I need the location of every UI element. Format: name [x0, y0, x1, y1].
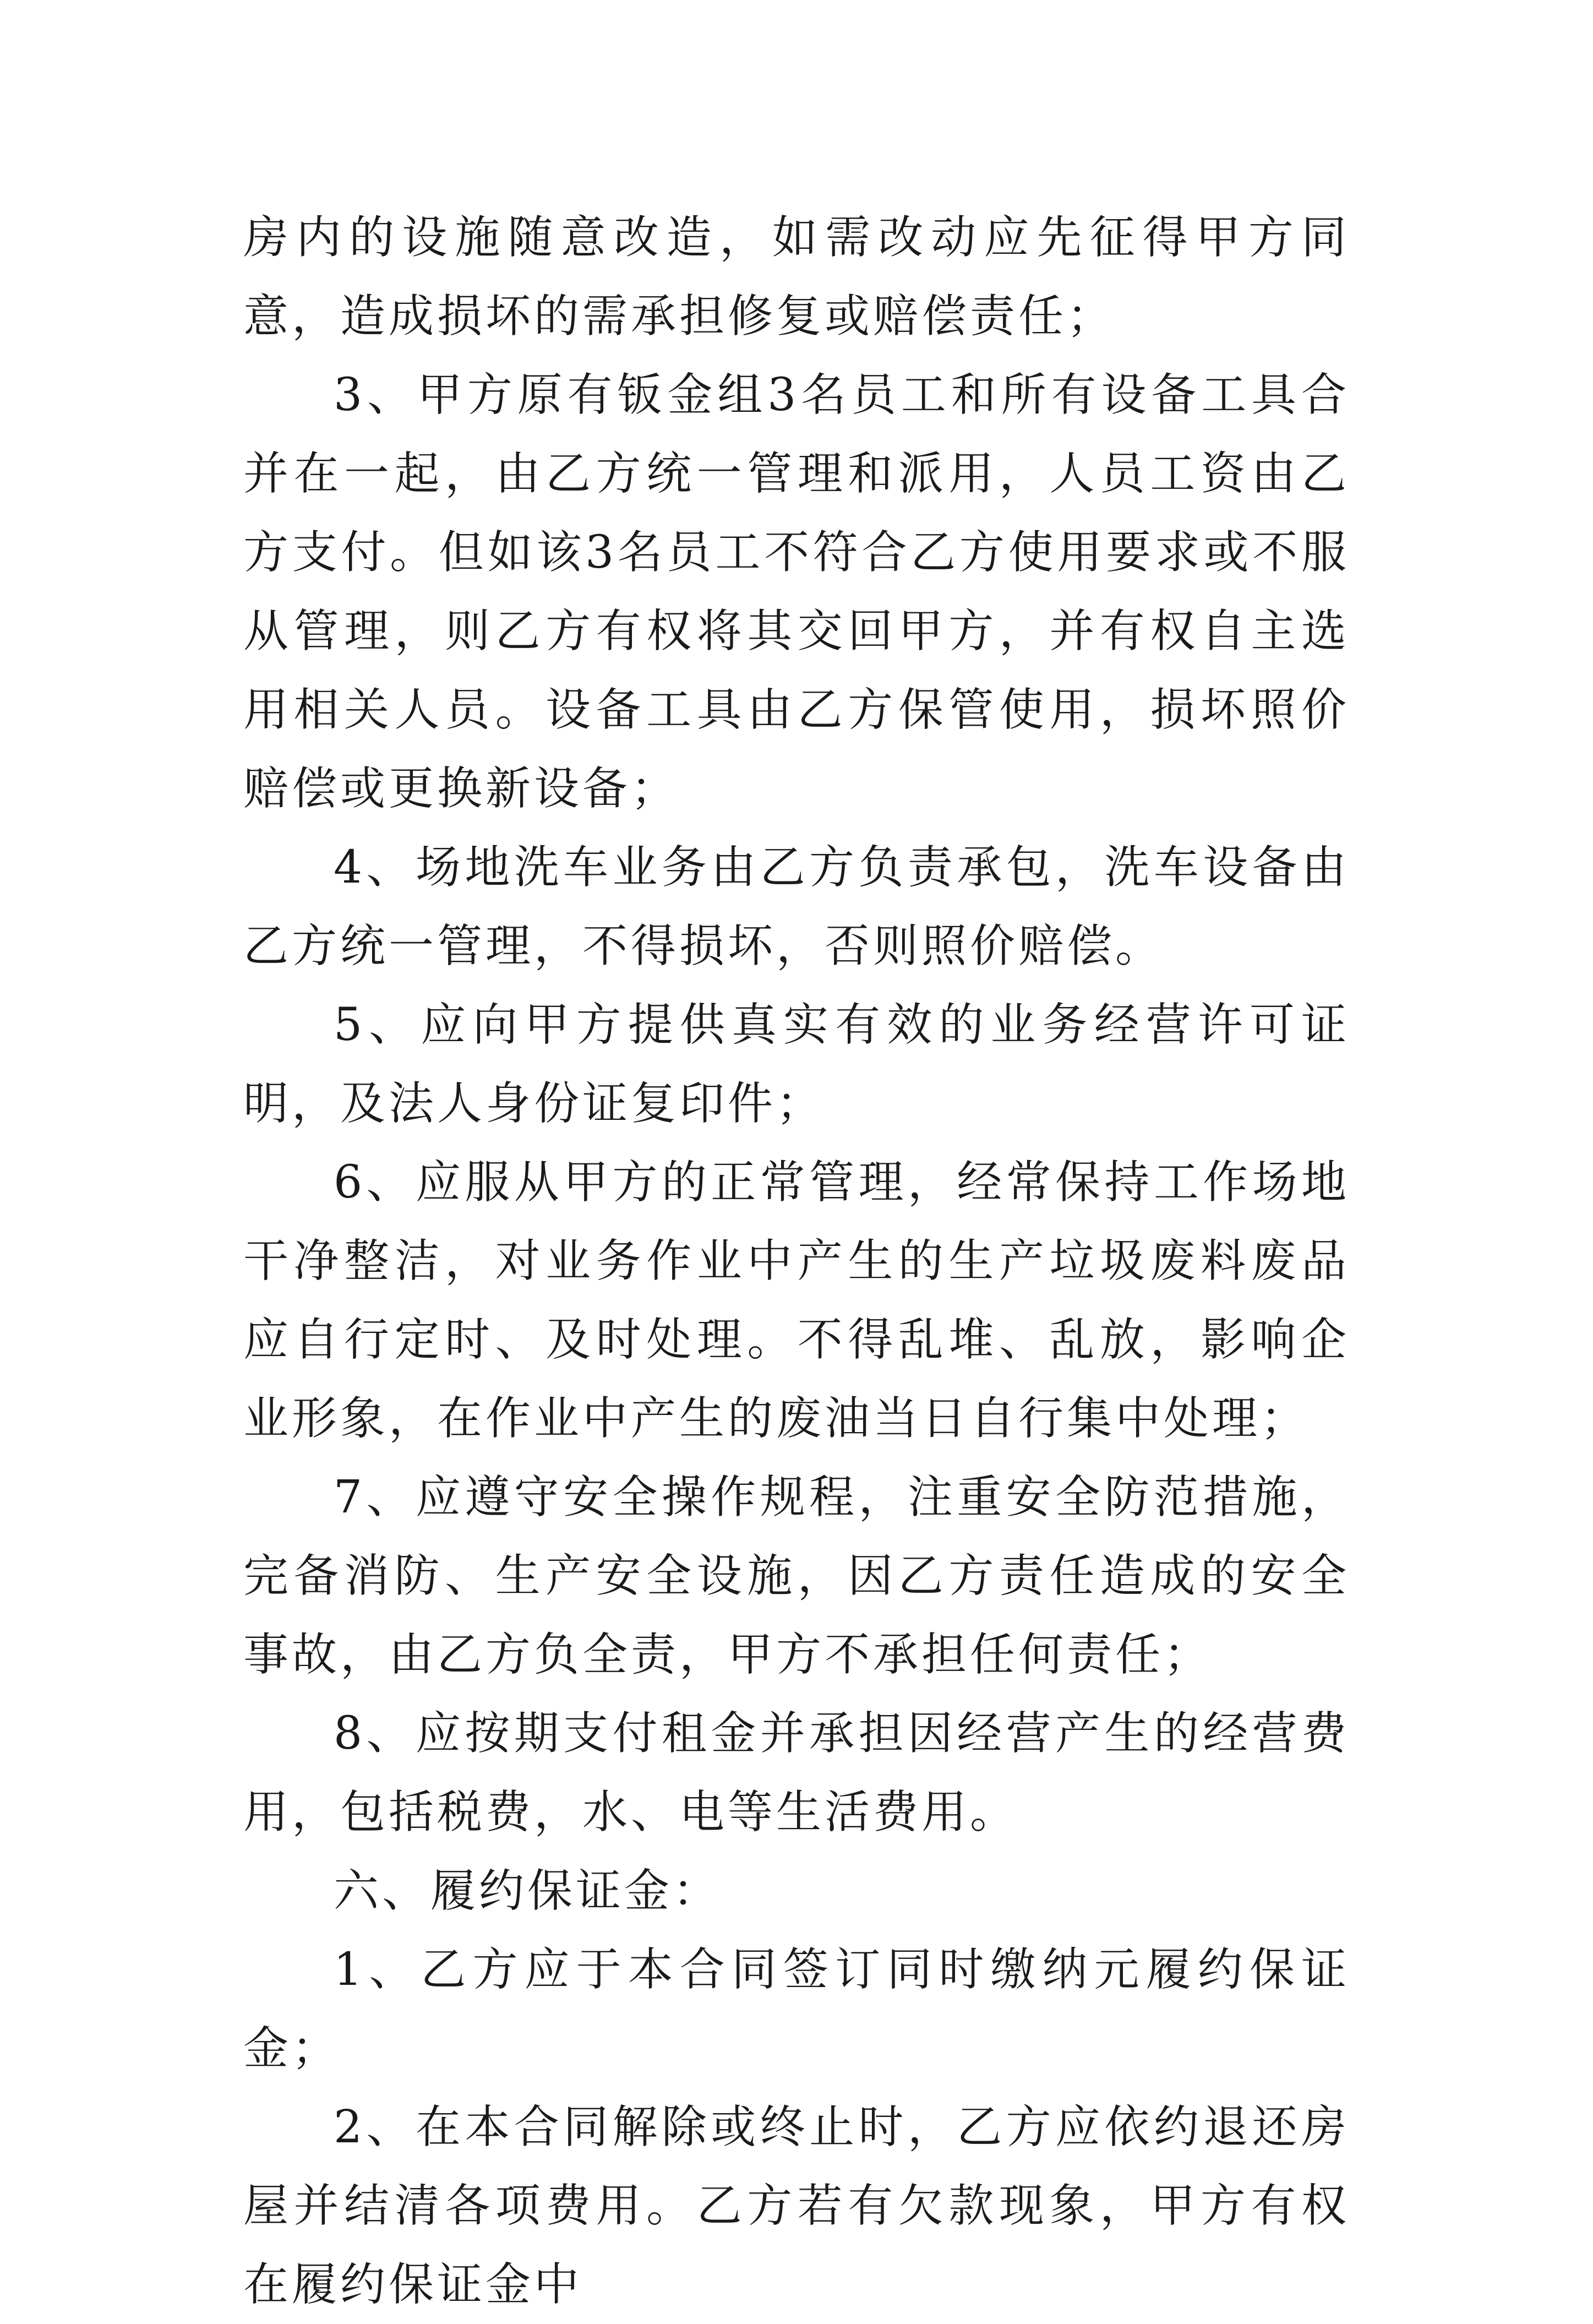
- paragraph-deposit-2: 2、在本合同解除或终止时，乙方应依约退还房屋并结清各项费用。乙方若有欠款现象，甲方有权在履约保证金中: [243, 2101, 1350, 2311]
- paragraph-continuation: 房内的设施随意改造，如需改动应先征得甲方同意，造成损坏的需承担修复或赔偿责任；: [243, 211, 1350, 342]
- paragraph-deposit-1: 1、乙方应于本合同签订同时缴纳元履约保证金；: [243, 1944, 1350, 2075]
- paragraph-clause-7: 7、应遵守安全操作规程，注重安全防范措施，完备消防、生产安全设施，因乙方责任造成的安全事故，由乙方负全责，甲方不承担任何责任；: [243, 1471, 1350, 1681]
- paragraph-clause-4: 4、场地洗车业务由乙方负责承包，洗车设备由乙方统一管理，不得损坏，否则照价赔偿。: [243, 841, 1350, 972]
- paragraph-clause-8: 8、应按期支付租金并承担因经营产生的经营费用，包括税费，水、电等生活费用。: [243, 1707, 1350, 1838]
- paragraph-clause-5: 5、应向甲方提供真实有效的业务经营许可证明，及法人身份证复印件；: [243, 999, 1350, 1130]
- section-heading-deposit: 六、履约保证金：: [334, 1865, 722, 1917]
- document-body: [243, 198, 1350, 2324]
- paragraph-clause-6: 6、应服从甲方的正常管理，经常保持工作场地干净整洁，对业务作业中产生的生产垃圾废料废品应自行定时、及时处理。不得乱堆、乱放，影响企业形象，在作业中产生的废油当日自行集中处理；: [243, 1156, 1350, 1445]
- paragraph-clause-3: 3、甲方原有钣金组3名员工和所有设备工具合并在一起，由乙方统一管理和派用，人员工资由乙方支付。但如该3名员工不符合乙方使用要求或不服从管理，则乙方有权将其交回甲方，并有权自主选用相关人员。设备工具由乙方保管使用，损坏照价赔偿或更换新设备；: [243, 369, 1350, 815]
